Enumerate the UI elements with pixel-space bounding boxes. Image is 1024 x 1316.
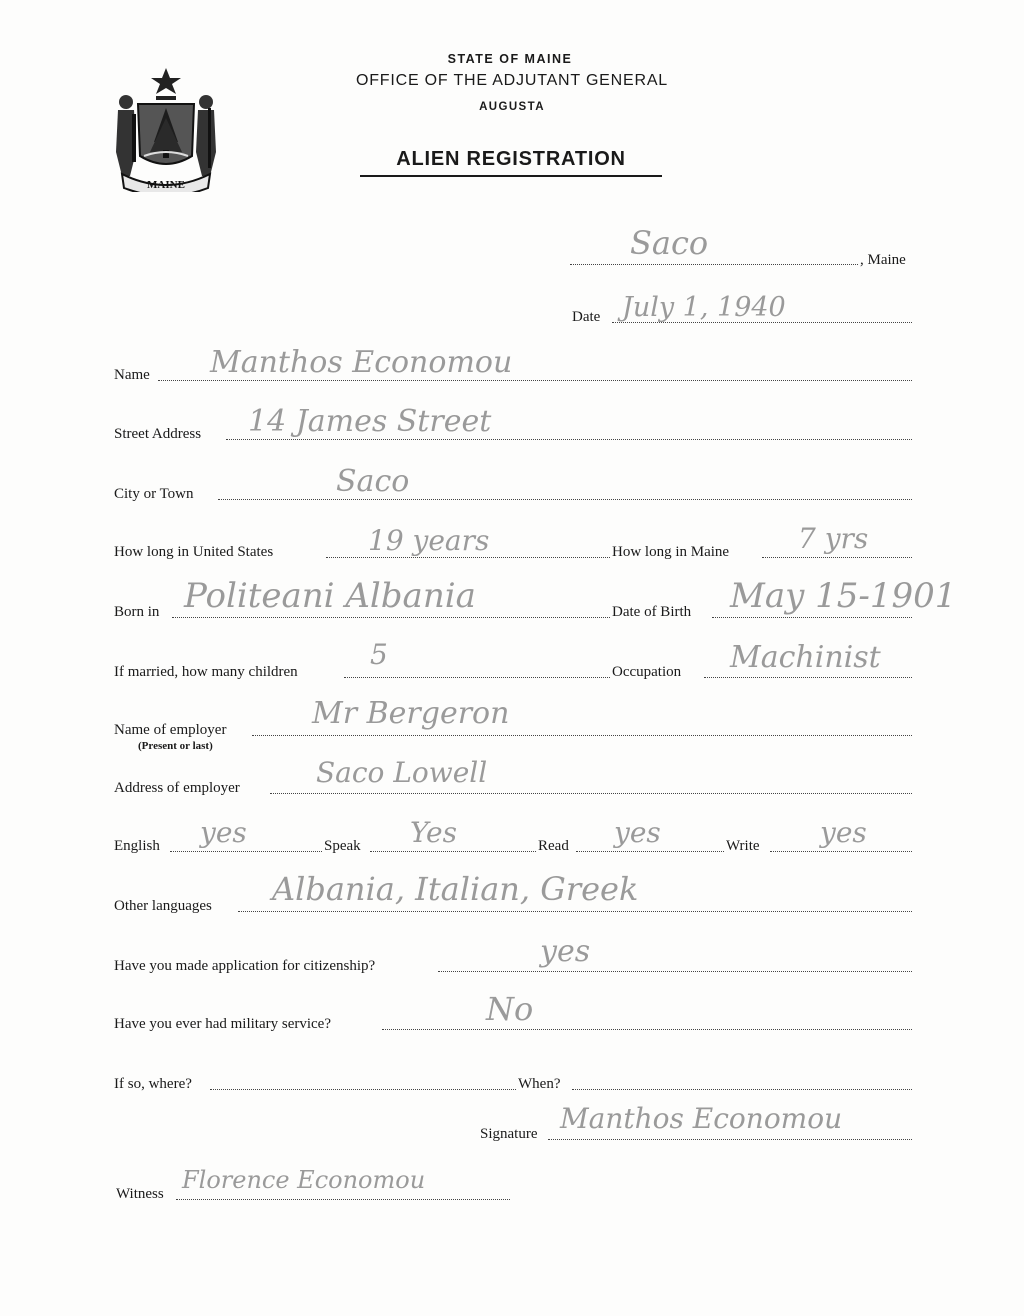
military-value[interactable]: No xyxy=(486,990,534,1028)
how-long-maine-label: How long in Maine xyxy=(612,544,730,560)
occupation-label: Occupation xyxy=(612,664,682,680)
name-line xyxy=(158,380,912,381)
street-label: Street Address xyxy=(114,426,202,442)
city-line xyxy=(218,499,912,500)
signature-value[interactable]: Manthos Economou xyxy=(560,1102,843,1135)
when-label: When? xyxy=(518,1076,561,1092)
place-value[interactable]: Saco xyxy=(630,224,709,262)
read-label: Read xyxy=(538,838,569,854)
where-line xyxy=(210,1089,516,1090)
english-label: English xyxy=(114,838,160,854)
speak-value[interactable]: Yes xyxy=(410,816,457,849)
how-long-maine-line xyxy=(762,557,912,558)
name-value[interactable]: Manthos Economou xyxy=(210,345,513,380)
date-of-birth-label: Date of Birth xyxy=(612,604,692,620)
signature-label: Signature xyxy=(480,1126,538,1142)
english-line xyxy=(170,851,322,852)
street-value[interactable]: 14 James Street xyxy=(248,404,492,439)
date-of-birth-value[interactable]: May 15-1901 xyxy=(730,576,957,616)
form-title: ALIEN REGISTRATION xyxy=(360,148,662,177)
read-line xyxy=(576,851,724,852)
write-value[interactable]: yes xyxy=(820,816,867,849)
speak-line xyxy=(370,851,536,852)
maine-label: , Maine xyxy=(860,252,906,268)
military-label: Have you ever had military service? xyxy=(114,1016,331,1032)
born-in-value[interactable]: Politeani Albania xyxy=(184,576,476,616)
header-office: OFFICE OF THE ADJUTANT GENERAL xyxy=(355,72,669,89)
svg-text:MAINE: MAINE xyxy=(147,179,185,191)
employer-address-line xyxy=(270,793,912,794)
citizenship-value[interactable]: yes xyxy=(540,934,591,969)
witness-line xyxy=(176,1199,510,1200)
how-long-us-line xyxy=(326,557,610,558)
other-languages-value[interactable]: Albania, Italian, Greek xyxy=(272,870,639,908)
date-value[interactable]: July 1, 1940 xyxy=(622,292,786,323)
employer-value[interactable]: Mr Bergeron xyxy=(312,696,510,731)
employer-address-value[interactable]: Saco Lowell xyxy=(316,756,488,789)
how-long-us-label: How long in United States xyxy=(114,544,274,560)
header-state: STATE OF MAINE xyxy=(447,52,573,66)
how-long-us-value[interactable]: 19 years xyxy=(368,524,490,557)
english-value[interactable]: yes xyxy=(200,816,247,849)
employer-line xyxy=(252,735,912,736)
place-line xyxy=(570,264,858,265)
employer-note: (Present or last) xyxy=(138,740,213,752)
employer-label: Name of employer xyxy=(114,722,227,738)
when-line xyxy=(572,1089,912,1090)
header-city: AUGUSTA xyxy=(479,101,545,113)
military-line xyxy=(382,1029,912,1030)
write-label: Write xyxy=(726,838,760,854)
city-value[interactable]: Saco xyxy=(336,464,410,499)
state-seal-icon xyxy=(108,64,224,192)
born-in-label: Born in xyxy=(114,604,160,620)
born-in-line xyxy=(172,617,610,618)
citizenship-line xyxy=(438,971,912,972)
children-label: If married, how many children xyxy=(114,664,298,680)
how-long-maine-value[interactable]: 7 yrs xyxy=(798,522,869,555)
city-label: City or Town xyxy=(114,486,194,502)
street-line xyxy=(226,439,912,440)
name-label: Name xyxy=(114,367,150,383)
witness-value[interactable]: Florence Economou xyxy=(182,1166,426,1194)
employer-address-label: Address of employer xyxy=(114,780,240,796)
where-label: If so, where? xyxy=(114,1076,192,1092)
witness-label: Witness xyxy=(116,1186,164,1202)
date-label: Date xyxy=(572,309,601,325)
speak-label: Speak xyxy=(324,838,361,854)
children-value[interactable]: 5 xyxy=(370,638,388,671)
other-languages-label: Other languages xyxy=(114,898,212,914)
read-value[interactable]: yes xyxy=(614,816,661,849)
date-of-birth-line xyxy=(712,617,912,618)
occupation-line xyxy=(704,677,912,678)
write-line xyxy=(770,851,912,852)
occupation-value[interactable]: Machinist xyxy=(730,640,881,675)
children-line xyxy=(344,677,610,678)
other-languages-line xyxy=(238,911,912,912)
citizenship-label: Have you made application for citizenship? xyxy=(114,958,376,974)
signature-line xyxy=(548,1139,912,1140)
